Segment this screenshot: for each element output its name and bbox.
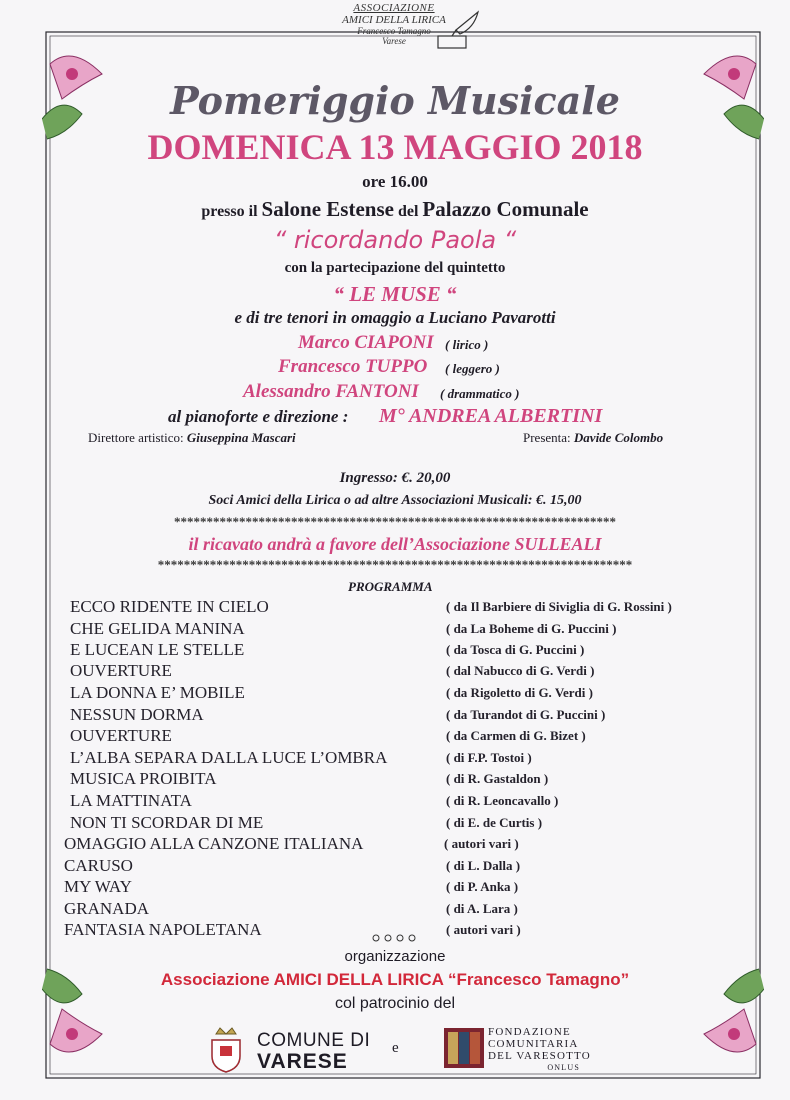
- programme-source: ( autori vari ): [446, 922, 521, 937]
- programme-source: ( di R. Gastaldon ): [446, 771, 549, 786]
- admission-price: Ingresso: €. 20,00: [339, 470, 451, 486]
- gramophone-icon: [432, 8, 480, 52]
- programme-source: ( autori vari ): [444, 836, 519, 851]
- varese-coat-of-arms-icon: [206, 1026, 246, 1074]
- fondazione-line2: COMUNITARIA: [488, 1038, 579, 1050]
- tenors-intro: e di tre tenori in omaggio a Luciano Pavarotti: [234, 308, 556, 327]
- programme-source: ( da Rigoletto di G. Verdi ): [446, 685, 593, 700]
- programme-source: ( di L. Dalla ): [446, 858, 521, 873]
- association-logo: [298, 2, 490, 72]
- programme-title: LA MATTINATA: [70, 791, 192, 810]
- divider-stars-1: ********************************************************************: [174, 514, 616, 529]
- programme-label: PROGRAMMA: [348, 579, 433, 594]
- logo-line2: AMICI DELLA LIRICA: [342, 14, 446, 26]
- programme-title: MUSICA PROIBITA: [70, 769, 217, 788]
- programme-title: OUVERTURE: [70, 726, 172, 745]
- programme-title: CHE GELIDA MANINA: [70, 619, 245, 638]
- fondazione-logo-icon: [444, 1028, 484, 1068]
- event-time: ore 16.00: [362, 172, 428, 191]
- piano-name: M° ANDREA ALBERTINI: [379, 405, 603, 427]
- programme-title: E LUCEAN LE STELLE: [70, 640, 245, 659]
- logo-line4: Varese: [382, 36, 406, 46]
- organizer: Associazione AMICI DELLA LIRICA “Francesco Tamagno”: [160, 970, 630, 989]
- benefit-note: il ricavato andrà a favore dell’Associazione SULLEALI: [188, 534, 602, 554]
- tenor-1-role: ( lirico ): [445, 337, 489, 352]
- event-date: DOMENICA 13 MAGGIO 2018: [147, 127, 643, 167]
- programme-title: OMAGGIO ALLA CANZONE ITALIANA: [64, 834, 364, 853]
- artistic-director-name: Giuseppina Mascari: [186, 430, 296, 445]
- tenor-1-name: Marco CIAPONI: [298, 332, 434, 353]
- programme-title: CARUSO: [64, 856, 133, 875]
- programme-title: OUVERTURE: [70, 661, 172, 680]
- tenor-2-role: ( leggero ): [445, 361, 500, 376]
- logo-line3: Francesco Tamagno: [357, 26, 431, 36]
- fondazione-line3: DEL VARESOTTO: [488, 1050, 591, 1062]
- artistic-director-label: Direttore artistico:: [88, 430, 184, 445]
- presenter-name: Davide Colombo: [573, 430, 664, 445]
- quintet-intro: con la partecipazione del quintetto: [284, 260, 506, 276]
- venue-salone: Salone Estense: [261, 197, 394, 221]
- venue-del: del: [397, 203, 419, 220]
- dedication: “ ricordando Paola “: [273, 226, 517, 254]
- tenor-3-role: ( drammatico ): [440, 386, 520, 401]
- presenter: [523, 430, 663, 446]
- programme-source: ( di F.P. Tostoi ): [446, 750, 532, 765]
- programme-title: FANTASIA NAPOLETANA: [64, 920, 262, 939]
- presenter-label: Presenta:: [523, 430, 571, 445]
- divider-stars-2: *************************************************************************: [157, 557, 633, 572]
- fondazione-line1: FONDAZIONE: [488, 1026, 571, 1038]
- fondazione-block: [488, 1026, 591, 1074]
- programme-title: MY WAY: [64, 877, 132, 896]
- organization-label: organizzazione: [344, 948, 446, 965]
- fondazione-line4: ONLUS: [547, 1063, 580, 1072]
- programme-title: NON TI SCORDAR DI ME: [70, 813, 264, 832]
- programme-title: NESSUN DORMA: [70, 705, 204, 724]
- page-title: Pomeriggio Musicale: [170, 78, 620, 123]
- comune-line1: COMUNE DI: [257, 1030, 371, 1051]
- programme-title: L’ALBA SEPARA DALLA LUCE L’OMBRA: [70, 748, 388, 767]
- programme-source: ( da Carmen di G. Bizet ): [446, 728, 586, 743]
- event-venue: [0, 197, 790, 222]
- patronage-label: col patrocinio del: [334, 995, 456, 1012]
- artistic-director: [88, 430, 296, 446]
- flourish-icon: [368, 932, 420, 944]
- quintet-name: “ LE MUSE “: [333, 282, 457, 306]
- tenor-2-name: Francesco TUPPO: [278, 356, 428, 377]
- programme-source: ( da Il Barbiere di Siviglia di G. Rossini ): [446, 599, 672, 614]
- members-price: Soci Amici della Lirica o ad altre Associazioni Musicali: €. 15,00: [208, 493, 582, 508]
- venue-prefix: presso il: [201, 203, 258, 220]
- programme-source: ( di P. Anka ): [446, 879, 519, 894]
- programme-title: GRANADA: [64, 899, 149, 918]
- programme-source: ( da Tosca di G. Puccini ): [446, 642, 585, 657]
- programme-title: ECCO RIDENTE IN CIELO: [70, 597, 269, 616]
- programme-source: ( di E. de Curtis ): [446, 815, 543, 830]
- and-text: e: [392, 1040, 399, 1056]
- programme-source: ( di R. Leoncavallo ): [446, 793, 559, 808]
- venue-palazzo: Palazzo Comunale: [422, 197, 589, 221]
- programme-source: ( da Turandot di G. Puccini ): [446, 707, 606, 722]
- programme-source: ( di A. Lara ): [446, 901, 518, 916]
- piano-label: al pianoforte e direzione :: [168, 407, 349, 426]
- tenor-3-name: Alessandro FANTONI: [243, 381, 419, 402]
- programme-source: ( dal Nabucco di G. Verdi ): [446, 663, 595, 678]
- comune-line2: VARESE: [257, 1050, 348, 1073]
- programme-source: ( da La Boheme di G. Puccini ): [446, 621, 617, 636]
- programme-title: LA DONNA E’ MOBILE: [70, 683, 245, 702]
- logo-line1: ASSOCIAZIONE: [353, 2, 435, 14]
